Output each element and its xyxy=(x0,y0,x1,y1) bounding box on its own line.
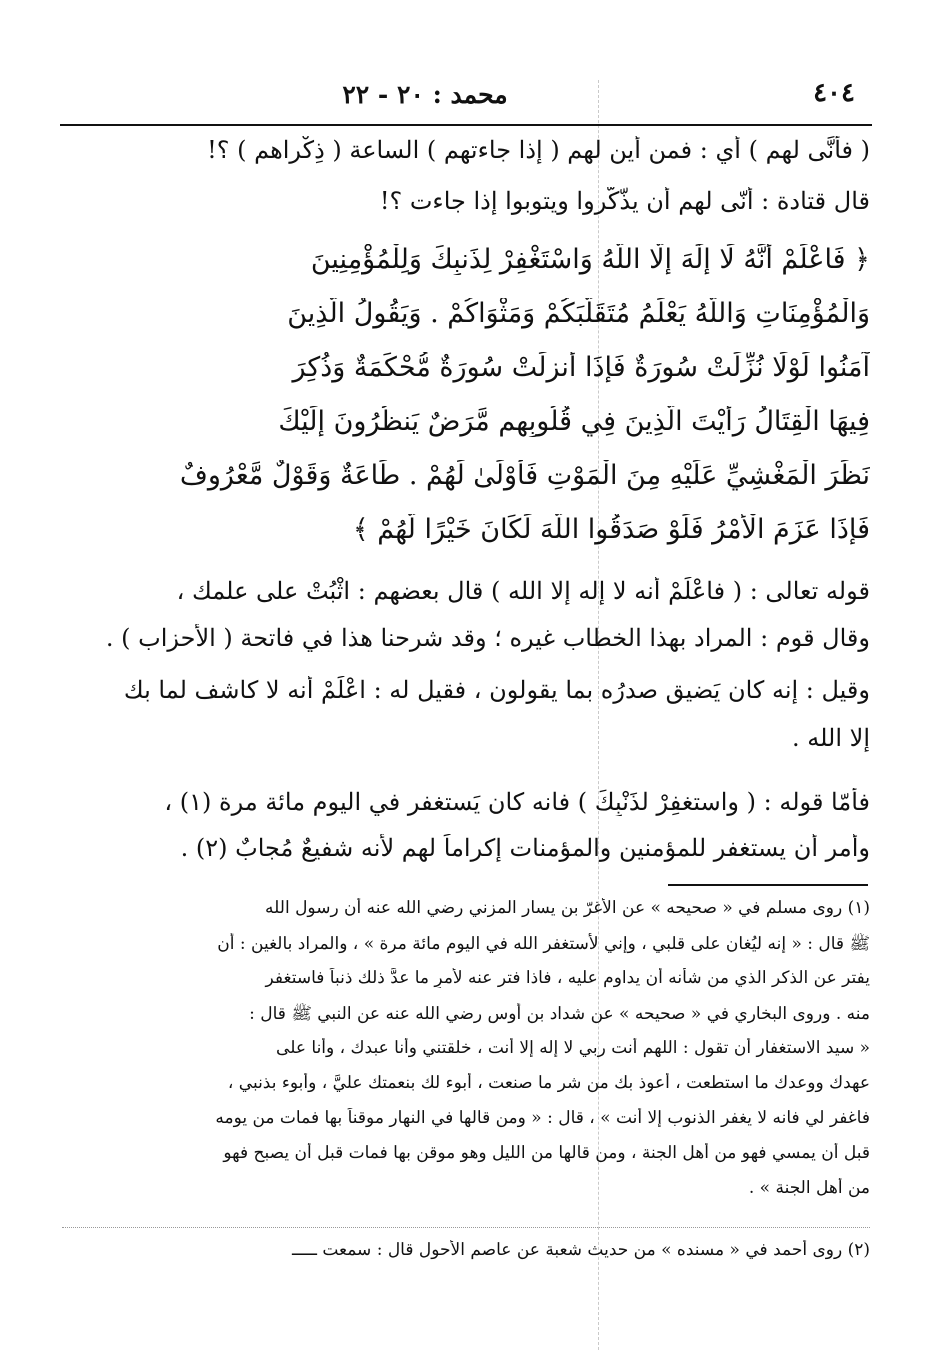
body-line: فأمّا قوله : ( واستغفِرْ لذَنْبِكَ ) فانه كان يَستغفر في اليوم مائة مرة (١) ، xyxy=(164,788,870,816)
body-line: قوله تعالى : ( فاعْلَمْ أنه لا إله إلا الله ) قال بعضهم : اثْبُتْ على علمك ، xyxy=(176,577,870,605)
body-line: وأُمر أن يستغفر للمؤمنين والمؤمنات إكراماً لهم لأنه شفيعٌ مُجابٌ (٢) . xyxy=(180,834,870,862)
body-line: وقيل : إنه كان يَضيق صدرُه بما يقولون ، فقيل له : اعْلَمْ أنه لا كاشف لما بك xyxy=(123,676,870,704)
quran-line: وَالْمُؤْمِنَاتِ وَاللَّهُ يَعْلَمُ مُتَقَلَّبَكُمْ وَمَثْوَاكُمْ . وَيَقُولُ الَّذِينَ xyxy=(287,298,870,329)
quran-line: ﴿ فَاعْلَمْ أَنَّهُ لَا إِلَٰهَ إِلَّا اللَّهُ وَاسْتَغْفِرْ لِذَنبِكَ وَلِلْمُؤْمِنِينَ xyxy=(310,244,870,275)
footnote-line: يفتر عن الذكر الذي من شأنه أن يداوم عليه ، فاذا فتر عنه لأمرٍ ما عدَّ ذلك ذنباً فاستغفر xyxy=(265,968,870,988)
footnote-line: فاغفر لي فانه لا يغفر الذنوب إلا أنت » ، قال : « ومن قالها في النهار موقناً بها فمات من يومه xyxy=(215,1108,870,1128)
footnote-line: (٢) روى أحمد في « مسنده » من حديث شعبة عن عاصم الأحول قال : سمعت ـــــ xyxy=(292,1240,870,1260)
footnote-line: عهدك ووعدك ما استطعت ، أعوذ بك من شر ما صنعت ، أبوء لك بنعمتك عليَّ ، وأبوء بذنبي ، xyxy=(227,1073,870,1093)
footnote-line: قبل أن يمسي فهو من أهل الجنة ، ومن قالها من الليل وهو موقن بها فمات قبل أن يصبح فهو xyxy=(223,1143,870,1163)
body-line: ( فأنَّى لهم ) أي : فمن أين لهم ( إذا جاءتهم ) الساعة ( ذِكْراهم ) ؟! xyxy=(207,136,870,164)
footnote-divider xyxy=(62,1227,870,1228)
page-number: ٤٠٤ xyxy=(813,78,855,108)
body-line: إلا الله . xyxy=(791,724,870,752)
quran-line: فَإِذَا عَزَمَ الْأَمْرُ فَلَوْ صَدَقُوا اللَّهَ لَكَانَ خَيْرًا لَّهُمْ ﴾ xyxy=(352,514,870,545)
quran-line: نَظَرَ الْمَغْشِيِّ عَلَيْهِ مِنَ الْمَوْتِ فَأَوْلَىٰ لَهُمْ . طَاعَةٌ وَقَوْلٌ مَّعْرُوفٌ xyxy=(179,460,870,491)
footnote-separator xyxy=(668,884,868,886)
body-line: وقال قوم : المراد بهذا الخطاب غيره ؛ وقد شرحنا هذا في فاتحة ( الأحزاب ) . xyxy=(105,624,870,652)
running-title: محمد : ٢٠ - ٢٢ xyxy=(342,80,508,109)
footnote-line: ﷺ قال : « إنه ليُغان على قلبي ، وإني لأستغفر الله في اليوم مائة مرة » ، والمراد بالغين : أن xyxy=(217,934,870,954)
header-rule xyxy=(60,124,872,126)
footnote-line: من أهل الجنة » . xyxy=(748,1178,870,1198)
footnote-line: (١) روى مسلم في « صحيحه » عن الأغرّ بن يسار المزني رضي الله عنه أن رسول الله xyxy=(265,898,870,918)
quran-line: آمَنُوا لَوْلَا نُزِّلَتْ سُورَةٌ فَإِذَا أُنزِلَتْ سُورَةٌ مُّحْكَمَةٌ وَذُكِرَ xyxy=(292,352,870,383)
body-line: قال قتادة : أنّى لهم أن يذّكّروا ويتوبوا إذا جاءت ؟! xyxy=(379,187,870,215)
quran-line: فِيهَا الْقِتَالُ رَأَيْتَ الَّذِينَ فِي قُلُوبِهِم مَّرَضٌ يَنظُرُونَ إِلَيْكَ xyxy=(278,406,870,437)
footnote-line: منه . وروى البخاري في « صحيحه » عن شداد بن أوس رضي الله عنه عن النبي ﷺ قال : xyxy=(249,1004,870,1024)
footnote-line: « سيد الاستغفار أن تقول : اللهم أنت ربي لا إله إلا أنت ، خلقتني وأنا عبدك ، وأنا على xyxy=(276,1038,870,1058)
